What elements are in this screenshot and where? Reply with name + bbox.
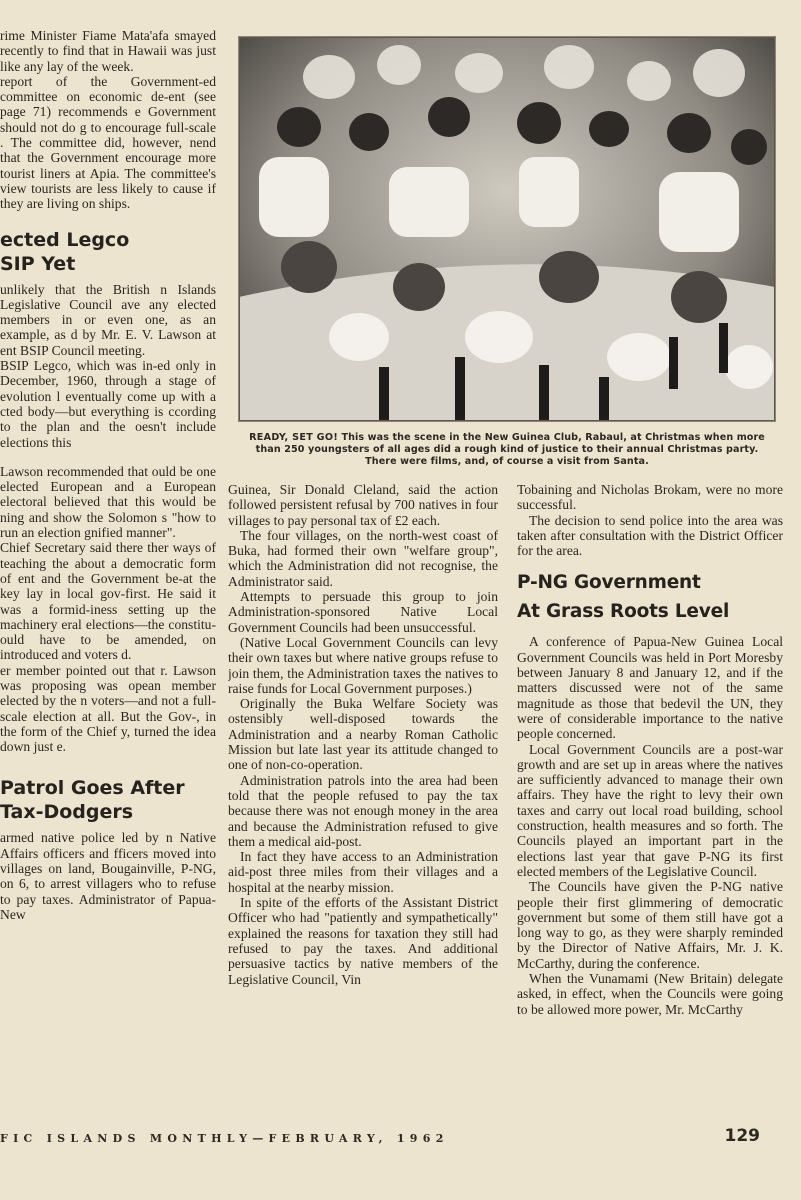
headline-line: ected Legco xyxy=(0,228,130,251)
story-headline xyxy=(0,228,216,276)
paragraph: rime Minister Fiame Mata'afa smayed recently to find that in Hawaii was just like any lay of the week. xyxy=(0,28,216,74)
paragraph: Guinea, Sir Donald Cleland, said the action followed persistent refusal by 700 natives in four villages to pay personal tax of £2 each. xyxy=(228,482,498,528)
paragraph: Administration patrols into the area had been told that the people refused to pay the tax because there was not enough money in the area and because the Administration refused to give them a medical aid-post. xyxy=(228,772,498,849)
paragraph: BSIP Legco, which was in-ed only in December, 1960, through a stage of evolution l eventually come up with a cted body—but everything is ccording to the plan and the oesn't include elections this xyxy=(0,358,216,450)
headline-line: Tax-Dodgers xyxy=(0,801,134,824)
headline-line: P-NG Government xyxy=(517,572,701,594)
page-number: 129 xyxy=(724,1126,760,1146)
paragraph: armed native police led by n Native Affairs officers and fficers moved into villages on land, Bougainville, P-NG, on 6, to arrest villagers who to refuse to pay taxes. Administrator of Papua-New xyxy=(0,830,216,922)
paragraph: The four villages, on the north-west coast of Buka, had formed their own "welfare group", which the Administration did not recognise, the Administrator said. xyxy=(228,527,498,589)
paragraph: When the Vunamami (New Britain) delegate asked, in effect, when the Councils were going to be allowed more power, Mr. McCarthy xyxy=(517,971,783,1017)
paragraph: Local Government Councils are a post-war growth and are set up in areas where the natives are sufficiently advanced to manage their own affairs. They have the right to levy their own taxes and carry out local road building, school construction, health measures and so forth. The Councils played an important part in the elections last year that gave P-NG its first elected members of the Legislative Council. xyxy=(517,741,783,879)
headline-line: SIP Yet xyxy=(0,252,76,275)
left-column xyxy=(0,28,216,1116)
paragraph: The Councils have given the P-NG native people their first glimmering of democratic government but some of them still have got a long way to go, as they were sharply reminded by the Director of Native Affairs, Mr. J. K. McCarthy, during the conference. xyxy=(517,879,783,971)
story-headline xyxy=(0,776,216,824)
paragraph: Originally the Buka Welfare Society was ostensibly well-disposed towards the Administration and a nearby Roman Catholic Mission but late last year its attitude changed to one of non-co-operation. xyxy=(228,696,498,773)
news-photo xyxy=(238,36,776,422)
paragraph: Lawson recommended that ould be one elected European and a European electoral believed that this would be ning and show the Solomon s "how to run an election gnified manner". xyxy=(0,463,216,541)
paragraph: Chief Secretary said there ther ways of teaching the about a democratic form of ent and the Government be-at the key lay in local gov-first. He said it was a formid-iness setting up the machinery eral elections—the constitu-ould have to be amended, on introduced and voters d. xyxy=(0,540,216,663)
paragraph: unlikely that the British n Islands Legislative Council ave any elected members in or even one, as an example, as d by Mr. E. V. Lawson at ent BSIP Council meeting. xyxy=(0,281,216,358)
paragraph: report of the Government-ed committee on economic de-ent (see page 71) recommends e Government should not do g to encourage full-scale . The committee did, however, nend that the Government encourage more tourist liners at Apia. The committee's view tourists are less likely to cause if they are living on ships. xyxy=(0,73,216,212)
paragraph: (Native Local Government Councils can levy their own taxes but where native groups refuse to join them, the Administration taxes the natives to raise funds for Local Government purposes.) xyxy=(228,634,498,696)
paragraph: In fact they have access to an Administration aid-post three miles from their villages and a hospital at the nearby mission. xyxy=(228,849,498,895)
right-column xyxy=(517,482,783,1116)
caption-body: This was the scene in the New Guinea Club, Rabaul, at Christmas when more than 250 youngsters of all ages did a rough kind of justice to their annual Christmas party. There were films, and, of course a visit from Santa. xyxy=(255,432,765,468)
story-headline xyxy=(517,568,783,626)
paragraph: Attempts to persuade this group to join Administration-sponsored Native Local Government Councils had been unsuccessful. xyxy=(228,589,498,635)
paragraph: er member pointed out that r. Lawson was proposing was opean member elected by the n voters—and not a full-scale election at all. But the Gov-, in the form of the Chief y, turned the idea down just e. xyxy=(0,662,216,755)
caption-lead: READY, SET GO! xyxy=(249,432,338,443)
middle-column xyxy=(228,482,498,1116)
paragraph: The decision to send police into the area was taken after consultation with the District Officer for the area. xyxy=(517,512,783,559)
running-title: FIC ISLANDS MONTHLY—FEBRUARY, 1962 xyxy=(0,1132,449,1145)
page-footer xyxy=(0,1126,760,1152)
paragraph: A conference of Papua-New Guinea Local Government Councils was held in Port Moresby between January 8 and January 12, and if the matters discussed were not of the same magnitude as those that bedevil the UN, they were of considerable importance to the native people concerned. xyxy=(517,634,783,742)
headline-line: Patrol Goes After xyxy=(0,777,185,800)
paragraph: In spite of the efforts of the Assistant District Officer who had "patiently and sympathetically" explained the reasons for taxation they still had refused to pay the taxes. And additional persuasive tactics by native members of the Legislative Council, Vin xyxy=(228,895,498,987)
paragraph: Tobaining and Nicholas Brokam, were no more successful. xyxy=(517,482,783,513)
photo-caption xyxy=(242,432,772,469)
photo-illustration xyxy=(239,37,775,421)
headline-line: At Grass Roots Level xyxy=(517,601,730,623)
